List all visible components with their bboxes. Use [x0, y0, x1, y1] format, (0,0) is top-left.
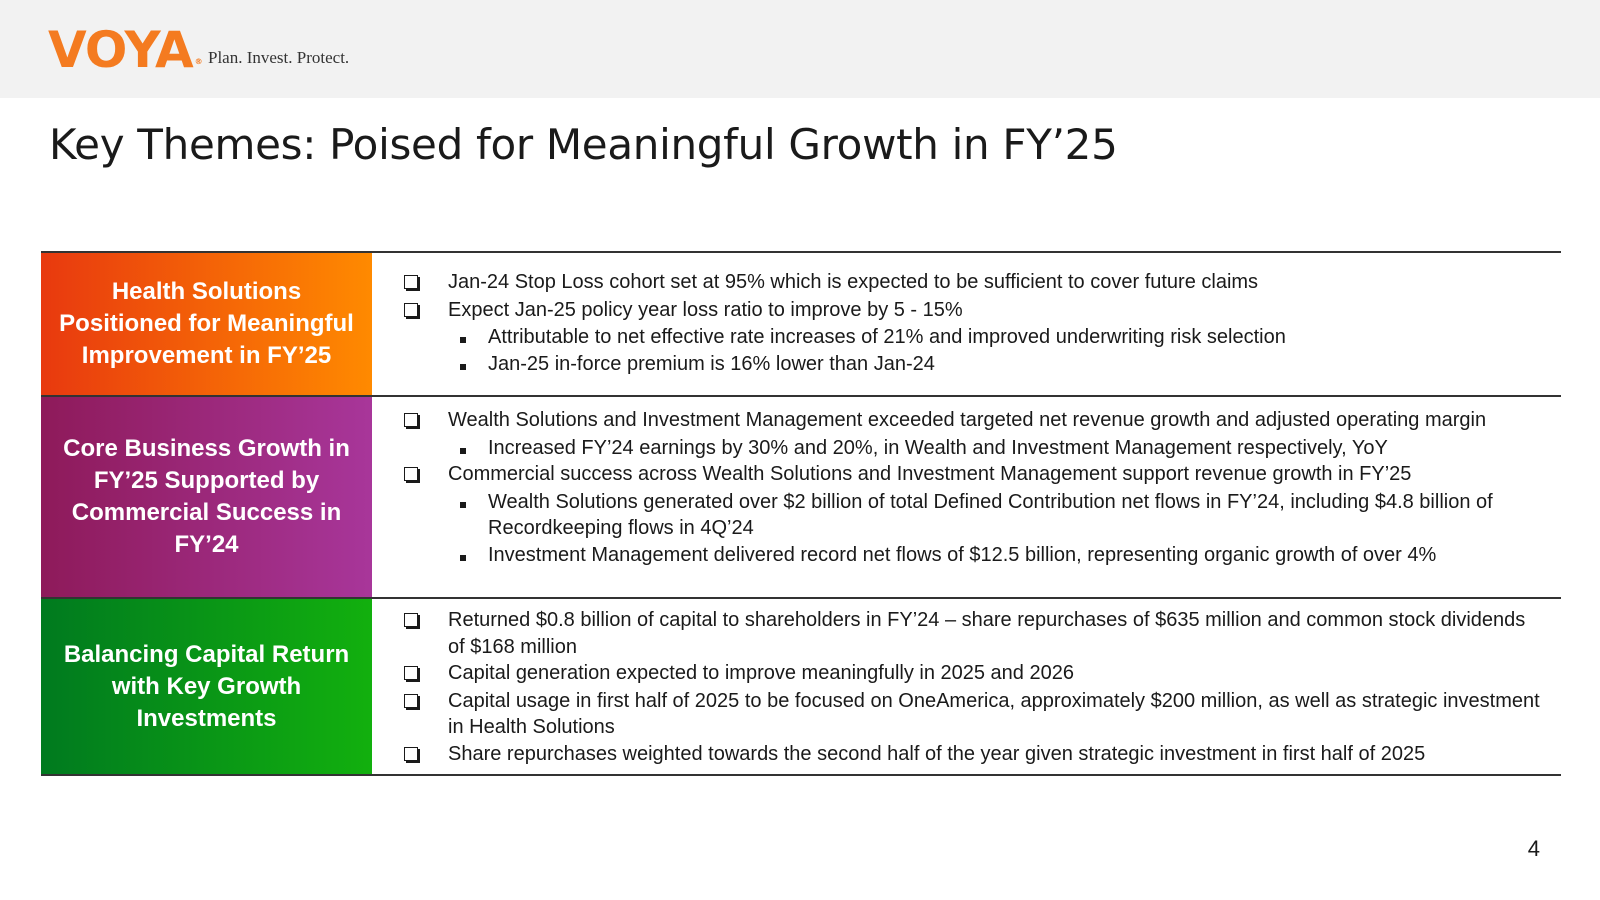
- checkbox-icon: [404, 747, 418, 761]
- square-bullet-icon: [460, 337, 466, 343]
- theme-label: Balancing Capital Return with Key Growth Investments: [41, 599, 372, 774]
- sub-bullet-text: Jan-25 in-force premium is 16% lower than Jan-24: [488, 352, 935, 375]
- slide-title: Key Themes: Poised for Meaningful Growth in FY’25: [49, 120, 1118, 169]
- bullet-text: Capital generation expected to improve meaningfully in 2025 and 2026: [448, 662, 1074, 684]
- bullet-text: Share repurchases weighted towards the second half of the year given strategic investment in first half of 2025: [448, 742, 1426, 765]
- square-bullet-icon: [460, 448, 466, 454]
- bullet-text: Returned $0.8 billion of capital to shareholders in FY’24 – share repurchases of $635 million and common stock dividends of $168 million: [448, 609, 1526, 658]
- sub-bullet-text: Attributable to net effective rate increases of 21% and improved underwriting risk selection: [488, 326, 1286, 348]
- theme-row-core-business: [41, 397, 1561, 599]
- theme-row-health-solutions: [41, 253, 1561, 397]
- checkbox-icon: [404, 666, 418, 680]
- checkbox-bullet: [402, 660, 1561, 688]
- bullet-text: Expect Jan-25 policy year loss ratio to improve by 5 - 15%: [448, 298, 963, 321]
- checkbox-bullet: [402, 607, 1561, 660]
- header-band: [0, 0, 1600, 98]
- theme-content: [372, 253, 1561, 395]
- checkbox-icon: [404, 303, 418, 317]
- sub-bullet: [402, 435, 1561, 462]
- voya-logo: [48, 21, 202, 88]
- checkbox-bullet: [402, 688, 1561, 741]
- checkbox-bullet: [402, 407, 1561, 435]
- sub-bullet-text: Increased FY’24 earnings by 30% and 20%, in Wealth and Investment Management respectively, YoY: [488, 436, 1388, 459]
- bullet-text: Wealth Solutions and Investment Management exceeded targeted net revenue growth and adjusted operating margin: [448, 409, 1487, 431]
- theme-content: [372, 599, 1561, 774]
- checkbox-bullet: [402, 461, 1561, 489]
- theme-row-capital-return: [41, 599, 1561, 776]
- logo-text: VOYA: [48, 21, 193, 79]
- checkbox-icon: [404, 413, 418, 427]
- sub-bullet-text: Investment Management delivered record net flows of $12.5 billion, representing organic growth of over 4%: [488, 543, 1437, 566]
- sub-bullet: [402, 324, 1561, 351]
- page-number: 4: [1527, 836, 1540, 861]
- theme-label: Core Business Growth in FY’25 Supported by Commercial Success in FY’24: [41, 397, 372, 597]
- checkbox-bullet: [402, 297, 1561, 325]
- square-bullet-icon: [460, 555, 466, 561]
- sub-bullet: [402, 542, 1561, 569]
- theme-content: [372, 397, 1561, 597]
- square-bullet-icon: [460, 502, 466, 508]
- square-bullet-icon: [460, 364, 466, 370]
- checkbox-icon: [404, 275, 418, 289]
- sub-bullet: [402, 489, 1561, 542]
- checkbox-icon: [404, 613, 418, 627]
- checkbox-icon: [404, 467, 418, 481]
- tagline: Plan. Invest. Protect.: [208, 48, 350, 67]
- checkbox-bullet: [402, 741, 1561, 769]
- sub-bullet: [402, 351, 1561, 378]
- bullet-text: Commercial success across Wealth Solutions and Investment Management support revenue growth in FY’25: [448, 463, 1412, 485]
- theme-label: Health Solutions Positioned for Meaningful Improvement in FY’25: [41, 253, 372, 395]
- checkbox-icon: [404, 694, 418, 708]
- logo-registered-mark: ®: [194, 57, 202, 66]
- bullet-text: Capital usage in first half of 2025 to be focused on OneAmerica, approximately $200 million, as well as strategic investment in Health Solutions: [448, 689, 1540, 738]
- bullet-text: Jan-24 Stop Loss cohort set at 95% which is expected to be sufficient to cover future claims: [448, 271, 1259, 293]
- sub-bullet-text: Wealth Solutions generated over $2 billion of total Defined Contribution net flows in FY’24, including $4.8 billion of Recordkeeping flows in 4Q’24: [488, 490, 1493, 539]
- checkbox-bullet: [402, 269, 1561, 297]
- themes-table: [41, 251, 1561, 776]
